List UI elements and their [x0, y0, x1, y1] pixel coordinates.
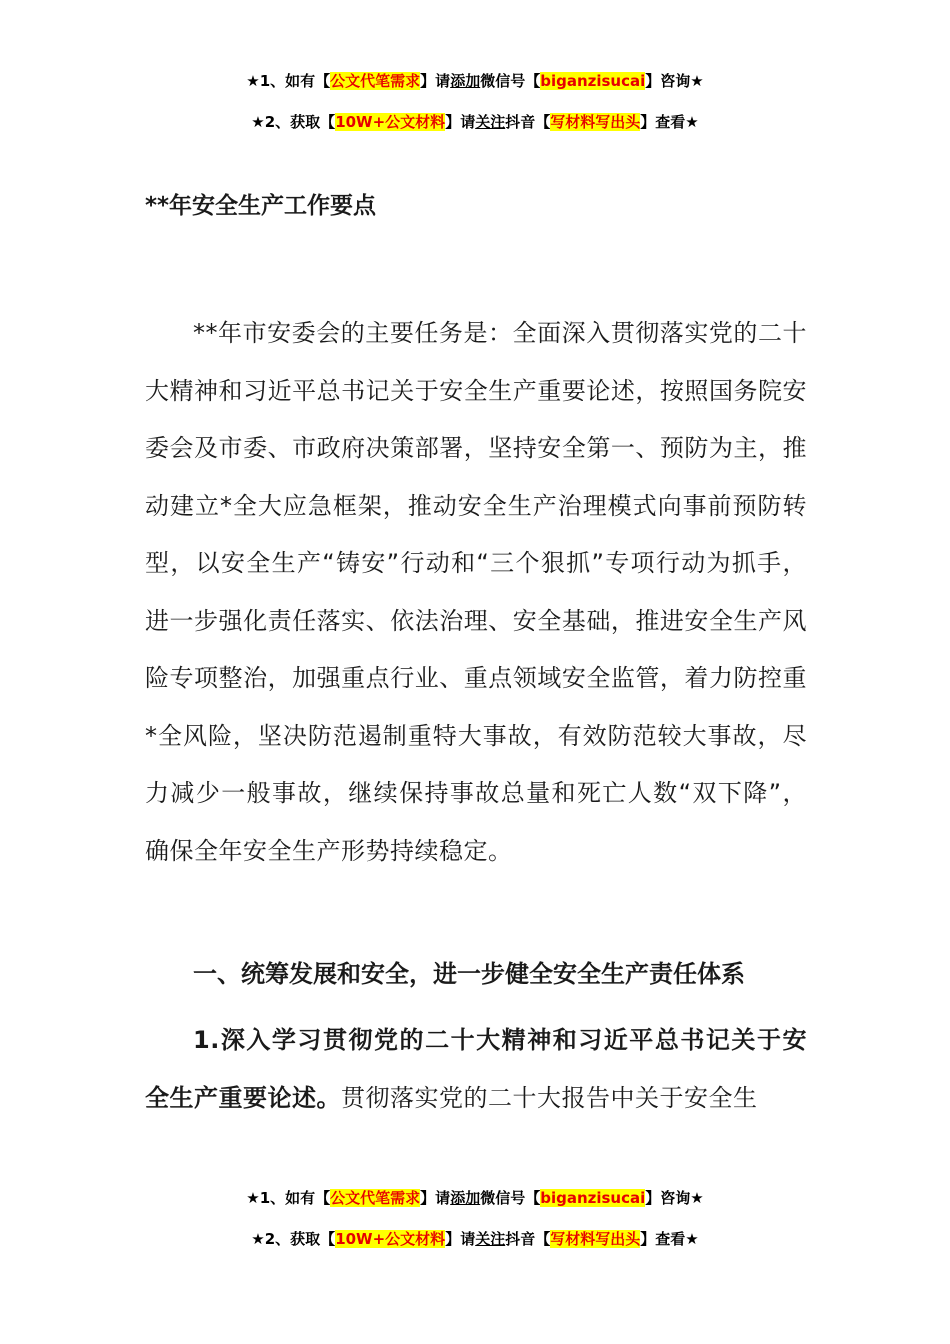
underlined-text: 添加 [450, 72, 481, 90]
section-heading-1: 一、统筹发展和安全，进一步健全安全生产责任体系 [193, 960, 745, 988]
highlight-materials: 10W+公文材料 [335, 1230, 446, 1248]
highlight-douyin-id: 写材料写出头 [550, 113, 641, 131]
banner-text: ★2、获取【 [251, 113, 336, 131]
banner-text: 微信号【 [480, 1189, 541, 1207]
highlight-douyin-id: 写材料写出头 [550, 1230, 641, 1248]
banner-text: 】咨询★ [645, 1189, 704, 1207]
promo-banner-bottom-line2 [0, 1228, 950, 1250]
banner-text: 】请 [445, 1230, 476, 1248]
promo-banner-bottom-line1 [0, 1187, 950, 1209]
banner-text: 】查看★ [640, 113, 699, 131]
highlight-wechat-id: biganzisucai [540, 1189, 646, 1207]
promo-banner-top-line1 [0, 70, 950, 92]
item-paragraph-1 [145, 1012, 807, 1127]
banner-text: 】请 [445, 113, 476, 131]
highlight-service: 公文代笔需求 [330, 1189, 421, 1207]
banner-text: 】请 [420, 72, 451, 90]
banner-text: 微信号【 [480, 72, 541, 90]
banner-text: 】请 [420, 1189, 451, 1207]
highlight-materials: 10W+公文材料 [335, 113, 446, 131]
highlight-service: 公文代笔需求 [330, 72, 421, 90]
highlight-wechat-id: biganzisucai [540, 72, 646, 90]
underlined-text: 关注 [475, 1230, 506, 1248]
intro-paragraph: **年市安委会的主要任务是：全面深入贯彻落实党的二十大精神和习近平总书记关于安全生产重要论述，按照国务院安委会及市委、市政府决策部署，坚持安全第一、预防为主，推动建立*全大应急框架，推动安全生产治理模式向事前预防转型，以安全生产“铸安”行动和“三个狠抓”专项行动为抓手，进一步强化责任落实、依法治理、安全基础，推进安全生产风险专项整治，加强重点行业、重点领域安全监管，着力防控重*全风险，坚决防范遏制重特大事故，有效防范较大事故，尽力减少一般事故，继续保持事故总量和死亡人数“双下降”，确保全年安全生产形势持续稳定。 [145, 319, 807, 865]
underlined-text: 添加 [450, 1189, 481, 1207]
banner-text: 抖音【 [505, 1230, 551, 1248]
banner-text: 】查看★ [640, 1230, 699, 1248]
item-lead-bold: 1.深入学习贯彻党的二十大精神和习近平总书记关于安全生产重要论述。 [145, 1026, 807, 1112]
underlined-text: 关注 [475, 113, 506, 131]
document-title: **年安全生产工作要点 [145, 193, 377, 219]
banner-text: ★1、如有【 [246, 72, 331, 90]
banner-text: ★1、如有【 [246, 1189, 331, 1207]
banner-text: 】咨询★ [645, 72, 704, 90]
promo-banner-top-line2 [0, 111, 950, 133]
banner-text: ★2、获取【 [251, 1230, 336, 1248]
banner-text: 抖音【 [505, 113, 551, 131]
item-text: 贯彻落实党的二十大报告中关于安全生 [341, 1083, 758, 1112]
